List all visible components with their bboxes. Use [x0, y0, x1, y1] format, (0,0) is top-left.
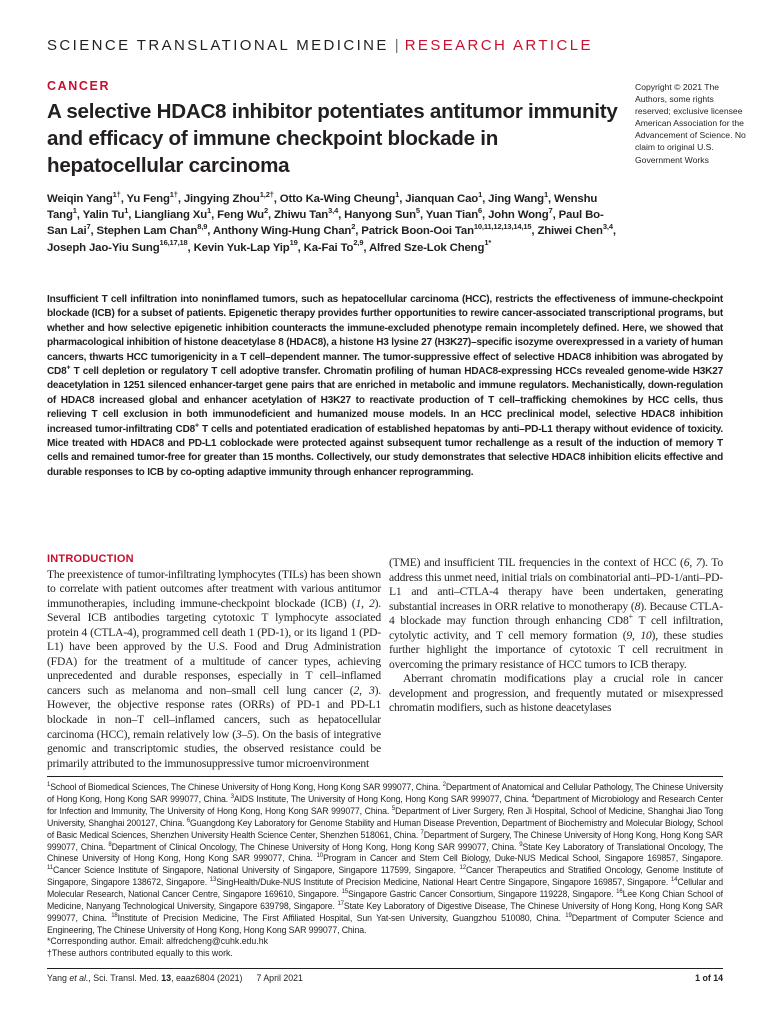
author-name: Ka-Fai To	[303, 241, 354, 254]
reference-number: 8	[634, 599, 641, 613]
affiliation-number: 19	[565, 913, 572, 920]
affiliation-number: 16	[616, 889, 623, 896]
author-name: Stephen Lam Chan	[96, 225, 198, 238]
abstract	[47, 293, 723, 480]
footnote-divider	[47, 776, 723, 777]
author-affiliation-marker: 6	[478, 205, 483, 215]
affiliation-text: Department of Clinical Oncology, The Chinese University of Hong Kong, Hong Kong SAR 999077, China.	[111, 841, 520, 852]
body-text: The preexistence of tumor-infiltrating lymphocytes (TILs) has been shown to correlate with patient outcomes after treatment with various antitumor immunotherapies, including immune-checkpoint blockade (ICB) (	[47, 567, 381, 610]
intro-paragraph-2: Aberrant chromatin modifications play a crucial role in cancer development and progression, and frequently mutated or misexpressed chromatin modifiers, such as histone deacetylases	[389, 672, 723, 715]
body-text: T cell infiltration, cytolytic activity, and T cell memory formation (	[389, 614, 723, 642]
affiliation-number: 4	[531, 794, 535, 800]
author-affiliation-marker: 3,4	[328, 205, 339, 215]
author-name: Joseph Jao-Yiu Sung	[47, 241, 160, 254]
body-text: ,	[361, 596, 369, 610]
abstract-sup-2: +	[195, 422, 199, 430]
author-affiliation-marker: 1	[207, 205, 212, 215]
body-text: ,	[689, 556, 696, 569]
author-name: Paul Bo-San Lai	[47, 209, 604, 238]
header-separator: |	[394, 37, 399, 54]
author-name: Wenshu Tang	[47, 193, 598, 222]
citation-volume: 13	[161, 973, 172, 983]
author-name: John Wong	[488, 209, 549, 222]
affiliation-number: 17	[337, 901, 344, 908]
affiliation-text: Guangdong Key Laboratory for Genome Stability and Human Disease Prevention, Department of Biochemistry and Molecular Biology, School of Basic Medical Sciences, Shenzhen University Health Science Center, Shenzhen 518061, China.	[47, 817, 723, 840]
author-name: Hanyong Sun	[344, 209, 416, 222]
affiliation-number: 15	[341, 889, 349, 896]
author-affiliation-marker: 10,11,12,13,14,15	[473, 222, 532, 232]
affiliation-list	[47, 782, 723, 937]
body-text: ,	[359, 683, 369, 697]
body-text: ). Several ICB antibodies targeting cytotoxic T lymphocyte associated protein 4 (CTLA-4), programmed cell death 1 (PD-1), or its ligand 1 (PD-L1) have been approved by the U.S. Food and Drug Administration (FDA) for the treatment of a multitude of cancer types, achieving unprecedented and durable responses, especially in T cell–inflamed cancers such as melanoma and non–small cell lung cancer (	[47, 596, 381, 697]
affiliation-text: Lee Kong Chian School of Medicine, Nanyang Technological University, Singapore 639798, Singapore.	[47, 889, 723, 912]
copyright-notice: Copyright © 2021 The Authors, some rights reserved; exclusive licensee American Association for the Advancement of Science. No claim to original U.S. Government Works	[635, 82, 746, 165]
author-affiliation-marker: 1*	[484, 238, 492, 248]
affiliation-number: 11	[47, 865, 53, 872]
affiliation-text: Department of Anatomical and Cellular Pathology, The Chinese University of Hong Kong, Hong Kong SAR 999077, China.	[47, 782, 724, 804]
author-affiliation-marker: 1†	[112, 189, 121, 199]
reference-number: 1	[355, 596, 362, 610]
affiliation-text: Singapore Gastric Cancer Consortium, Singapore 119228, Singapore.	[348, 889, 617, 900]
author-name: Jianquan Cao	[405, 193, 479, 205]
reference-number: 2	[368, 596, 375, 610]
citation-line	[47, 973, 303, 983]
reference-number: 3	[235, 727, 242, 741]
body-column-left	[47, 552, 381, 771]
author-affiliation-marker: 1	[543, 189, 549, 199]
abstract-text-1: Insufficient T cell infiltration into noninflamed tumors, such as hepatocellular carcinoma (HCC), restricts the effectiveness of immune-checkpoint blockade (ICB) for a subset of patients. Epigenetic therapy provides further opportunities to rewire cancer-associated transcriptional programs, but whether and how selective epigenetic inhibition counteracts the immune-excluded phenotype remain incompletely defined. Here, we showed that pharmacological inhibition of histone deacetylase 8 (HDAC8), a histone H3 lysine 27 (H3K27)–specific isozyme overexpressed in a variety of human cancers, thwarts HCC tumorigenicity in a T cell–dependent manner. The tumor-suppressive effect of selective HDAC8 inhibition was abrogated by CD8	[47, 294, 723, 378]
reference-number: 10	[640, 628, 652, 642]
citation-id: , eaaz6804 (2021)	[171, 973, 243, 983]
reference-number: 2	[353, 683, 360, 697]
affiliation-text: Department of Microbiology and Research Center for Infection and Immunity, The University of Hong Kong, Hong Kong SAR 999077, China.	[47, 793, 724, 816]
affiliation-text: Cancer Science Institute of Singapore, National University of Singapore, Singapore 117599, Singapore.	[53, 865, 460, 876]
author-name: Yu Feng	[126, 193, 170, 205]
author-affiliation-marker: 2	[263, 205, 268, 215]
affiliation-text: Cancer Therapeutics and Stratified Oncology, Genome Institute of Singapore, Singapore 138672, Singapore.	[47, 865, 724, 888]
author-name: Weiqin Yang	[47, 193, 113, 205]
affiliation-number: 8	[108, 841, 112, 848]
author-name: Patrick Boon-Ooi Tan	[361, 225, 474, 238]
affiliation-text: SingHealth/Duke-NUS Institute of Precision Medicine, National Heart Centre Singapore, Singapore 169857, Singapore.	[216, 877, 671, 888]
intro-paragraph-1-part-1	[47, 568, 381, 772]
author-name: Zhiwei Chen	[537, 225, 603, 238]
author-affiliation-marker: 1	[478, 189, 483, 199]
affiliation-number: 10	[316, 853, 324, 860]
body-text: ), these studies further highlight the importance of cytotoxic T cell recruitment in overcoming the primary resistance of HCC tumors to ICB therapy.	[389, 628, 723, 671]
journal-header	[47, 37, 593, 54]
abstract-text-2: T cell depletion or regulatory T cell adoptive transfer. Chromatin profiling of human HDAC8-expressing HCCs revealed genome-wide H3K27 deacetylation in 1251 silenced enhancer-target gene pairs that are enriched in metabolic and immune regulators. Mechanistically, down-regulation of HDAC8 increased global and enhancer acetylation of H3K27 to reactivate production of T cell–trafficking chemokines by HCC cells, thus relieving T cell exclusion in both immunodeficient and humanized mouse models. In an HCC preclinical model, selective HDAC8 inhibition increased tumor-infiltrating CD8	[47, 366, 723, 435]
author-affiliation-marker: 5	[415, 205, 420, 215]
author-affiliation-marker: 3,4	[602, 222, 613, 232]
citation-journal: , Sci. Transl. Med.	[88, 973, 162, 983]
author-name: Anthony Wing-Hung Chan	[212, 225, 352, 238]
reference-number: 5	[247, 727, 253, 741]
article-title: A selective HDAC8 inhibitor potentiates antitumor immunity and efficacy of immune checkpoint blockade in hepatocellular carcinoma	[47, 100, 618, 177]
affiliation-number: 18	[111, 913, 118, 920]
body-text: –	[241, 727, 248, 741]
superscript: +	[628, 612, 633, 622]
author-affiliation-marker: 19	[289, 238, 298, 248]
reference-number: 7	[695, 556, 702, 569]
affiliation-text: School of Biomedical Sciences, The Chinese University of Hong Kong, Hong Kong SAR 999077, China.	[50, 782, 443, 792]
section-heading-introduction: INTRODUCTION	[47, 553, 134, 565]
affiliation-number: 13	[209, 877, 217, 884]
author-affiliation-marker: 1†	[169, 189, 178, 199]
footer-divider	[47, 968, 723, 969]
affiliation-number: 9	[519, 841, 523, 848]
author-name: Liangliang Xu	[134, 209, 208, 222]
reference-number: 9	[626, 628, 632, 642]
intro-paragraph-1-part-2	[389, 556, 723, 672]
affiliation-text: Program in Cancer and Stem Cell Biology, Duke-NUS Medical School, Singapore 169857, Singapore.	[323, 853, 723, 864]
author-name: Yuan Tian	[425, 209, 479, 222]
affiliation-text: Department of Computer Science and Engineering, The Chinese University of Hong Kong, Hong Kong SAR 999077, China.	[47, 912, 724, 935]
body-text: ). On the basis of integrative genomic and transcriptomic studies, the observed resistance could be primarily attributed to the immunosuppressive tumor microenvironment	[47, 727, 382, 770]
affiliation-number: 2	[442, 782, 446, 789]
affiliation-text: Department of Liver Surgery, Ren Ji Hospital, School of Medicine, Shanghai Jiao Tong University, Shanghai 200127, China.	[47, 805, 723, 828]
body-text: (TME) and insufficient TIL frequencies in the context of HCC (	[389, 556, 684, 569]
author-name: Jingying Zhou	[183, 193, 260, 205]
author-affiliation-marker: 7	[548, 205, 553, 215]
affiliation-number: 3	[230, 794, 234, 800]
body-column-right	[389, 556, 723, 716]
author-affiliation-marker: 8,9	[197, 222, 208, 232]
citation-etal: et al.	[69, 973, 89, 983]
body-text: ). Because CTLA-4 blockade may function through enhancing CD8	[389, 599, 723, 628]
corresponding-author-note: *Corresponding author. Email: alfredcheng@cuhk.edu.hk	[47, 936, 268, 946]
author-name: Alfred Sze-Lok Cheng	[368, 241, 485, 254]
author-affiliation-marker: 1	[72, 205, 77, 215]
affiliation-number: 5	[391, 805, 396, 812]
affiliation-number: 1	[47, 782, 51, 789]
article-type: RESEARCH ARTICLE	[404, 37, 593, 54]
citation-author: Yang	[47, 973, 70, 983]
author-affiliation-marker: 1	[395, 189, 400, 199]
author-affiliation-marker: 2,9	[353, 238, 364, 248]
reference-number: 3	[368, 683, 375, 697]
author-name: Jing Wang	[488, 193, 544, 205]
affiliation-text: Institute of Precision Medicine, The First Affiliated Hospital, Sun Yat-sen University, Guangzhou 510080, China.	[117, 912, 566, 923]
author-affiliation-marker: 2	[351, 222, 356, 232]
author-affiliation-marker: 1	[124, 205, 129, 215]
affiliation-text: Cellular and Molecular Research, National Cancer Centre, Singapore 169610, Singapore.	[47, 877, 723, 900]
author-affiliation-marker: 1,2†	[259, 189, 274, 199]
author-name: Feng Wu	[217, 209, 264, 222]
author-name: Yalin Tu	[82, 209, 125, 222]
affiliation-number: 14	[670, 877, 678, 884]
affiliation-text: AIDS Institute, The University of Hong Kong, Hong Kong SAR 999077, China.	[233, 793, 532, 804]
body-text: ). However, the objective response rates (ORRs) of PD-1 and PD-L1 blockade in non–T cell–inflamed cancers, such as hepatocellular carcinoma (HCC), remain relatively low (	[47, 683, 381, 741]
author-affiliation-marker: 16,17,18	[159, 238, 188, 248]
equal-contribution-note: †These authors contributed equally to this work.	[47, 948, 233, 958]
affiliation-text: Department of Surgery, The Chinese University of Hong Kong, Hong Kong SAR 999077, China.	[47, 829, 723, 852]
author-name: Otto Ka-Wing Cheung	[279, 193, 396, 205]
author-affiliation-marker: 7	[86, 222, 91, 232]
body-text: ,	[632, 628, 641, 642]
affiliation-number: 12	[459, 865, 466, 872]
author-name: Kevin Yuk-Lap Yip	[193, 241, 290, 254]
affiliation-number: 6	[186, 817, 191, 824]
citation-date: 7 April 2021	[256, 973, 303, 983]
affiliation-text: State Key Laboratory of Translational Oncology, The Chinese University of Hong Kong, Hong Kong SAR 999077, China.	[47, 841, 723, 864]
author-list: Weiqin Yang$^{1\dagger}$, Yu Feng$^{1\dagger}$, Jingying Zhou$^{1,2\dagger}$, Otto Ka-Wing Cheung$^1$, Jianquan Cao$^1$, Jing Wang$^1$, Wenshu Tang$^1$, Yalin Tu$^1$, Liangliang Xu$^1$, Feng Wu$^2$, Zhiwu Tan$^{3,4}$, Hanyong Sun$^5$, Yuan Tian$^6$, John Wong$^7$, Paul Bo-San Lai$^7$, Stephen Lam Chan$^{8,9}$, Anthony Wing-Hung Chan$^2$, Patrick Boon-Ooi Tan$^{10,11,12,13,14,15}$, Zhiwei Chen$^{3,4}$, Joseph Jao-Yiu Sung$^{16,17,18}$, Kevin Yuk-Lap Yip$^{19}$, Ka-Fai To$^{2,9}$, Alfred Sze-Lok Cheng$^{1*}$	[47, 189, 616, 254]
abstract-text-3: T cells and potentiated eradication of established hepatomas by anti–PD-L1 therapy without evidence of toxicity. Mice treated with HDAC8 and PD-L1 coblockade were protected against subsequent tumor rechallenge as a result of the induction of memory T cells and remained tumor-free for greater than 15 months. Collectively, our study demonstrates that selective HDAC8 inhibition elicits effective and durable responses to ICB by co-opting adaptive immunity through enhancer reprogramming.	[47, 423, 723, 478]
body-text: ). To address this unmet need, initial trials on combinatorial anti–PD-1/anti–PD-L1 and anti–CTLA-4 therapy have been undertaken, generating substantial increases in ORR relative to monotherapy (	[389, 556, 724, 613]
reference-number: 6	[683, 556, 690, 569]
affiliation-number: 7	[420, 829, 424, 836]
page-number: 1 of 14	[695, 973, 723, 983]
article-category: CANCER	[47, 79, 111, 93]
affiliation-text: State Key Laboratory of Digestive Disease, The Chinese University of Hong Kong, Hong Kong SAR 999077, China.	[47, 901, 723, 923]
abstract-sup-1: +	[66, 364, 71, 372]
journal-name: SCIENCE TRANSLATIONAL MEDICINE	[47, 37, 389, 54]
author-name: Zhiwu Tan	[274, 209, 329, 222]
